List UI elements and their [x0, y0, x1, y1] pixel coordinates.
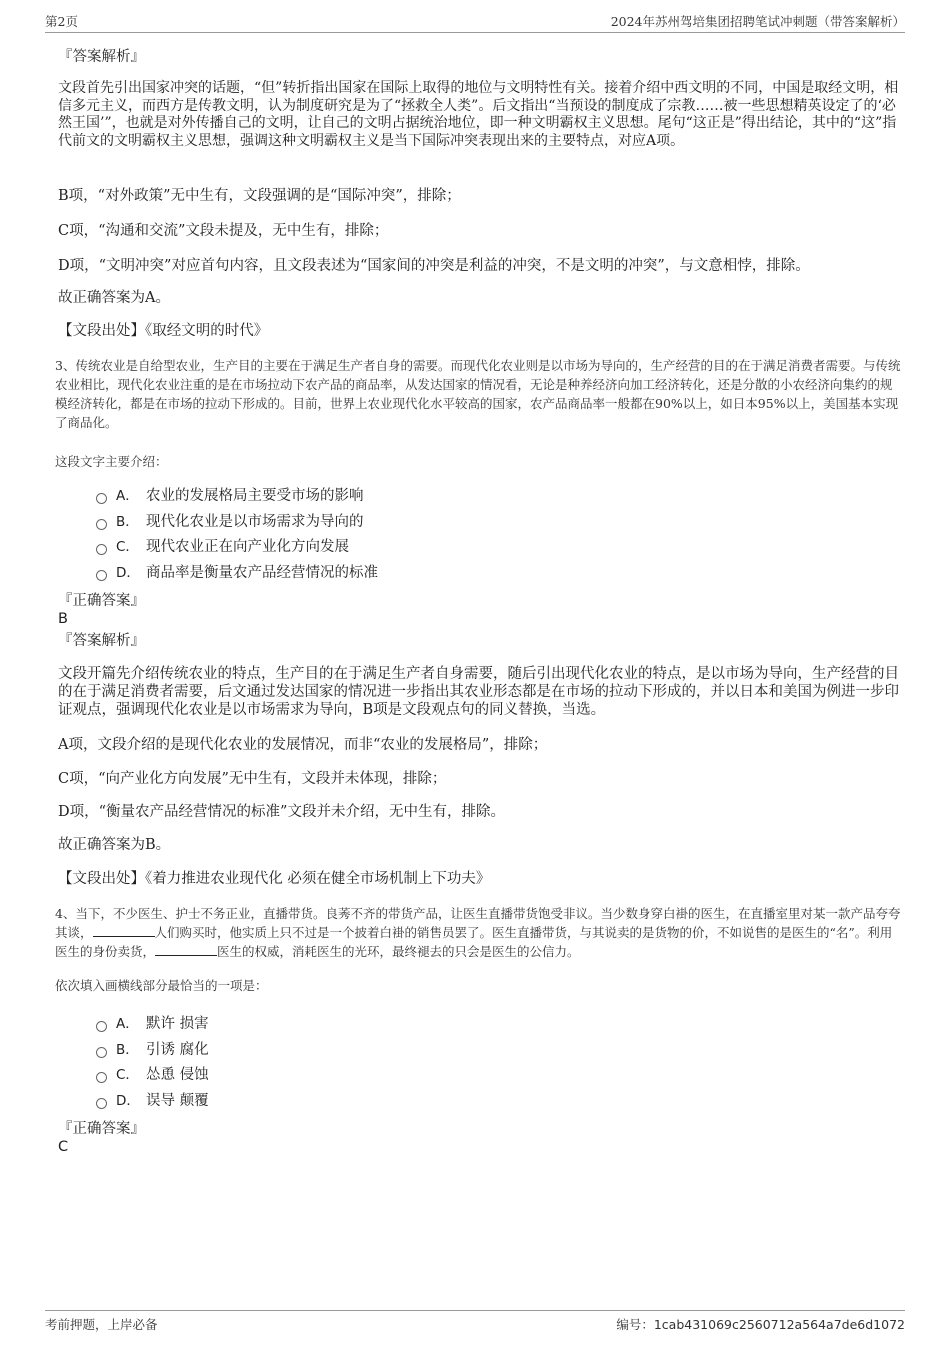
option-d[interactable]: D． 误导 颠覆	[96, 1092, 209, 1110]
fill-blank	[155, 943, 217, 956]
question-4-text: 4、当下，不少医生、护士不务正业，直播带货。良莠不齐的带货产品，让医生直播带货饱受非议。当少数身穿白褂的医生，在直播室里对某一款产品夸夸其谈， 人们购买时，他实质上只不过是一个披着白褂的销售员罢了。医生直播带货，与其说卖的是货物的价，不如说售的是医生的“名”。利用医生的身份卖货， 医生的权威，消耗医生的光环，最终褪去的只会是医生的公信力。	[55, 906, 901, 959]
fill-blank	[93, 924, 155, 937]
analysis-line-a: A项，文段介绍的是现代化农业的发展情况，而非“农业的发展格局”，排除；	[58, 737, 548, 753]
question-3-prompt: 这段文字主要介绍：	[55, 454, 168, 469]
option-a[interactable]: A． 农业的发展格局主要受市场的影响	[96, 487, 364, 505]
option-c-label: 现代农业正在向产业化方向发展	[146, 539, 349, 555]
correct-answer: C	[58, 1139, 69, 1155]
option-c[interactable]: C． 现代农业正在向产业化方向发展	[96, 538, 349, 556]
radio-icon[interactable]	[96, 1021, 107, 1032]
page-header	[45, 12, 905, 33]
option-c[interactable]: C． 怂恿 侵蚀	[96, 1066, 209, 1084]
page-number: 第2页	[45, 14, 78, 29]
analysis-heading: 『答案解析』	[58, 49, 145, 65]
footer-slogan: 考前押题，上岸必备	[45, 1317, 158, 1332]
option-b-label: 现代化农业是以市场需求为导向的	[146, 514, 364, 530]
analysis-line-d: D项，“文明冲突”对应首句内容，且文段表述为“国家间的冲突是利益的冲突，不是文明的冲突”，与文意相悖，排除。	[58, 258, 810, 274]
analysis-line-c: C项，“沟通和交流”文段未提及，无中生有，排除；	[58, 223, 389, 239]
analysis-line-c: C项，“向产业化方向发展”无中生有，文段并未体现，排除；	[58, 771, 447, 787]
option-b[interactable]: B． 引诱 腐化	[96, 1041, 209, 1059]
radio-icon[interactable]	[96, 570, 107, 581]
answer-heading: 『正确答案』	[58, 593, 145, 609]
analysis-conclusion: 故正确答案为B。	[58, 837, 171, 853]
analysis-text: 文段首先引出国家冲突的话题，“但”转折指出国家在国际上取得的地位与文明特性有关。接着介绍中西文明的不同，中国是取经文明，相信多元主义，而西方是传教文明，认为制度研究是为了“拯救全人类”。后文指出“当预设的制度成了宗教……被一些思想精英设定了的‘必然王国’”，也就是对外传播自己的文明，让自己的文明占据统治地位，即一种文明霸权主义思想。尾句“这正是”得出结论，其中的“这”指代前文的文明霸权主义思想，强调这种文明霸权主义是当下国际冲突表现出来的主要特点，对应A项。	[58, 80, 899, 149]
analysis-heading: 『答案解析』	[58, 633, 145, 649]
radio-icon[interactable]	[96, 544, 107, 555]
page-footer	[45, 1310, 905, 1333]
analysis-text: 文段开篇先介绍传统农业的特点，生产目的在于满足生产者自身需要，随后引出现代化农业的特点，是以市场为导向，生产经营的目的在于满足消费者需要，后文通过发达国家的情况进一步指出其农业形态都是在市场的拉动下形成的，并以日本和美国为例进一步印证观点，强调现代化农业是以市场需求为导向，B项是文段观点句的同义替换，当选。	[58, 666, 899, 718]
radio-icon[interactable]	[96, 1047, 107, 1058]
analysis-line-b: B项，“对外政策”无中生有，文段强调的是“国际冲突”，排除；	[58, 188, 461, 204]
question-4-prompt: 依次填入画横线部分最恰当的一项是：	[55, 978, 268, 993]
option-d-label: 商品率是衡量农产品经营情况的标准	[146, 565, 378, 581]
option-b-label: 引诱 腐化	[146, 1042, 209, 1058]
source-citation: 【文段出处】《着力推进农业现代化 必须在健全市场机制上下功夫》	[58, 871, 491, 887]
analysis-conclusion: 故正确答案为A。	[58, 290, 170, 306]
option-d[interactable]: D． 商品率是衡量农产品经营情况的标准	[96, 564, 378, 582]
radio-icon[interactable]	[96, 519, 107, 530]
serial-number: 编号：1cab431069c2560712a564a7de6d1072	[616, 1317, 905, 1332]
source-citation: 【文段出处】《取经文明的时代》	[58, 323, 269, 339]
option-a[interactable]: A． 默许 损害	[96, 1015, 209, 1033]
option-a-label: 默许 损害	[146, 1016, 209, 1032]
document-title: 2024年苏州驾培集团招聘笔试冲刺题（带答案解析）	[610, 14, 905, 29]
option-b[interactable]: B． 现代化农业是以市场需求为导向的	[96, 513, 364, 531]
radio-icon[interactable]	[96, 1098, 107, 1109]
option-c-label: 怂恿 侵蚀	[146, 1067, 209, 1083]
analysis-line-d: D项，“衡量农产品经营情况的标准”文段并未介绍，无中生有，排除。	[58, 804, 505, 820]
radio-icon[interactable]	[96, 493, 107, 504]
correct-answer: B	[58, 611, 68, 627]
option-d-label: 误导 颠覆	[146, 1093, 209, 1109]
option-a-label: 农业的发展格局主要受市场的影响	[146, 488, 364, 504]
radio-icon[interactable]	[96, 1072, 107, 1083]
answer-heading: 『正确答案』	[58, 1121, 145, 1137]
question-3-text: 3、传统农业是自给型农业，生产目的主要在于满足生产者自身的需要。而现代化农业则是以市场为导向的，生产经营的目的在于满足消费者需要。与传统农业相比，现代化农业注重的是在市场拉动下农产品的商品率，从发达国家的情况看，无论是种养经济向加工经济转化，还是分散的小农经济向集约的规模经济转化，都是在市场的拉动下形成的。目前，世界上农业现代化水平较高的国家，农产品商品率一般都在90%以上，如日本95%以上，美国基本实现了商品化。	[55, 358, 901, 430]
